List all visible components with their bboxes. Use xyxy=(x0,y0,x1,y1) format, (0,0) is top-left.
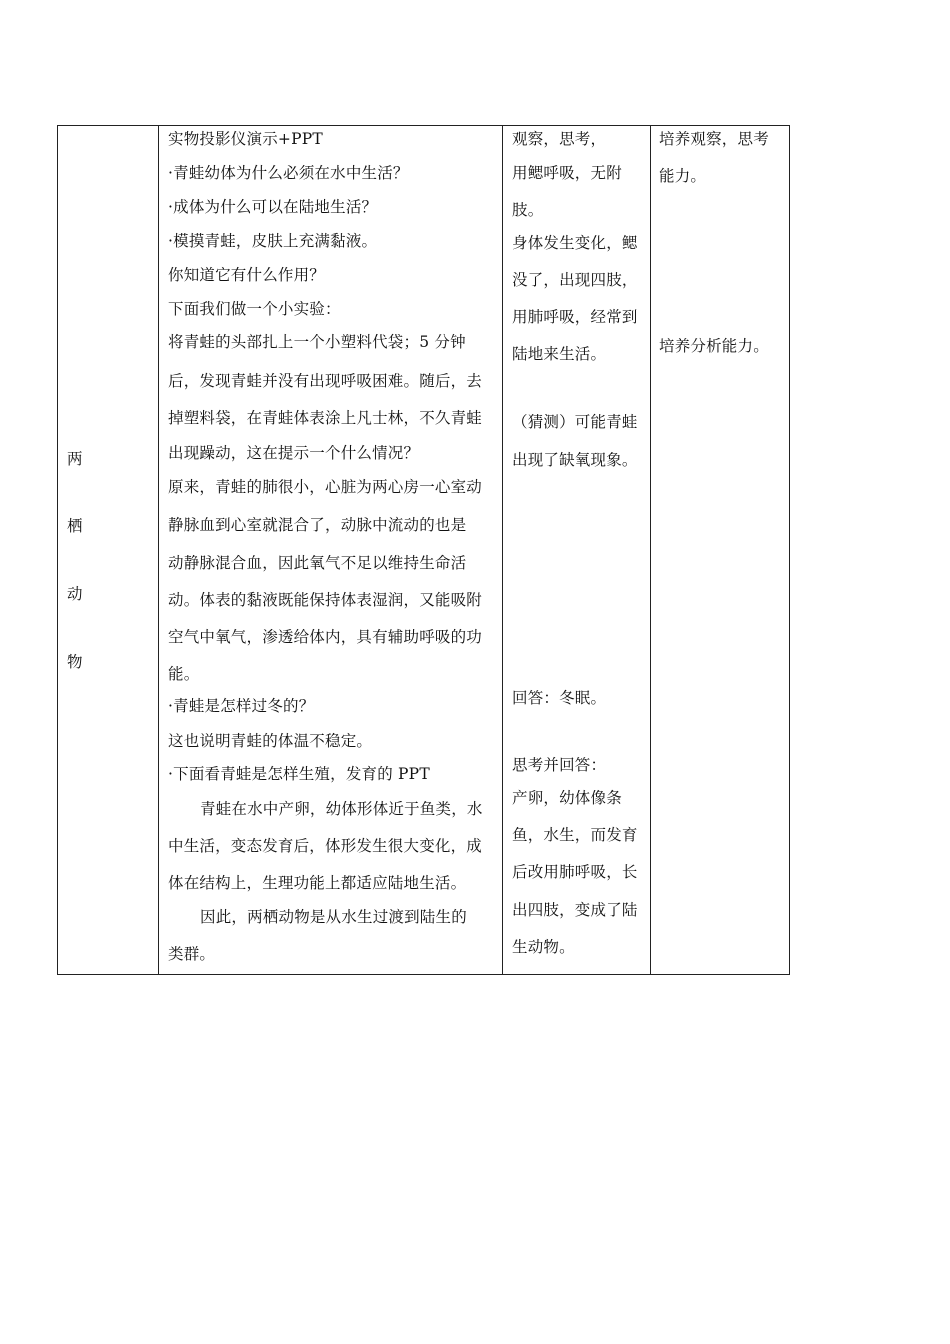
topic-char: 栖 xyxy=(67,517,83,535)
topic-char: 物 xyxy=(67,653,83,671)
design-intent-column xyxy=(651,126,791,974)
student-line: 生动物。 xyxy=(512,938,575,956)
teacher-line: 因此，两栖动物是从水生过渡到陆生的 xyxy=(200,908,467,926)
intent-line: 能力。 xyxy=(659,167,707,185)
topic-char: 两 xyxy=(67,450,83,468)
teacher-line: 类群。 xyxy=(168,945,216,963)
teacher-line: 原来，青蛙的肺很小，心脏为两心房一心室动 xyxy=(168,478,483,496)
teacher-activity-column xyxy=(159,126,503,974)
teacher-line: 能。 xyxy=(168,665,200,683)
student-line: 出四肢，变成了陆 xyxy=(512,901,638,919)
teacher-line: ·模摸青蛙，皮肤上充满黏液。 xyxy=(168,232,378,250)
student-line: 思考并回答： xyxy=(512,756,607,774)
teacher-line: 体在结构上，生理功能上都适应陆地生活。 xyxy=(168,874,467,892)
student-line: 用肺呼吸，经常到 xyxy=(512,308,638,326)
teacher-line: 实物投影仪演示+PPT xyxy=(168,130,323,148)
student-line: 没了，出现四肢， xyxy=(512,271,638,289)
student-activity-column xyxy=(503,126,651,974)
teacher-line: 你知道它有什么作用？ xyxy=(168,266,326,284)
student-line: 用鳃呼吸，无附 xyxy=(512,164,622,182)
topic-column xyxy=(58,126,159,974)
teacher-line: 静脉血到心室就混合了，动脉中流动的也是 xyxy=(168,516,467,534)
teacher-line: ·成体为什么可以在陆地生活？ xyxy=(168,198,378,216)
teacher-line: 将青蛙的头部扎上一个小塑料代袋；5 分钟 xyxy=(168,333,466,351)
teacher-line: 中生活，变态发育后，体形发生很大变化，成 xyxy=(168,837,483,855)
topic-char: 动 xyxy=(67,585,83,603)
teacher-line: 动。体表的黏液既能保持体表湿润，又能吸附 xyxy=(168,591,483,609)
intent-line: 培养观察，思考 xyxy=(659,130,769,148)
student-line: 回答：冬眠。 xyxy=(512,689,607,707)
student-line: 肢。 xyxy=(512,201,544,219)
lesson-plan-table xyxy=(57,125,790,975)
teacher-line: ·下面看青蛙是怎样生殖，发育的 PPT xyxy=(168,765,430,783)
teacher-line: ·青蛙幼体为什么必须在水中生活？ xyxy=(168,164,409,182)
student-line: （猜测）可能青蛙 xyxy=(512,413,638,431)
student-line: 观察，思考， xyxy=(512,130,607,148)
student-line: 身体发生变化，鳃 xyxy=(512,234,638,252)
teacher-line: 下面我们做一个小实验： xyxy=(168,300,341,318)
teacher-line: 后，发现青蛙并没有出现呼吸困难。随后，去 xyxy=(168,372,483,390)
student-line: 后改用肺呼吸，长 xyxy=(512,863,638,881)
student-line: 出现了缺氧现象。 xyxy=(512,451,638,469)
teacher-line: 出现躁动，这在提示一个什么情况？ xyxy=(168,444,420,462)
teacher-line: ·青蛙是怎样过冬的？ xyxy=(168,697,315,715)
teacher-line: 青蛙在水中产卵，幼体形体近于鱼类，水 xyxy=(200,800,483,818)
student-line: 陆地来生活。 xyxy=(512,345,607,363)
teacher-line: 空气中氧气，渗透给体内，具有辅助呼吸的功 xyxy=(168,628,483,646)
teacher-line: 动静脉混合血，因此氧气不足以维持生命活 xyxy=(168,554,467,572)
student-line: 产卵，幼体像条 xyxy=(512,789,622,807)
intent-line: 培养分析能力。 xyxy=(659,337,769,355)
teacher-line: 这也说明青蛙的体温不稳定。 xyxy=(168,732,373,750)
student-line: 鱼，水生，而发育 xyxy=(512,826,638,844)
teacher-line: 掉塑料袋，在青蛙体表涂上凡士林，不久青蛙 xyxy=(168,409,483,427)
